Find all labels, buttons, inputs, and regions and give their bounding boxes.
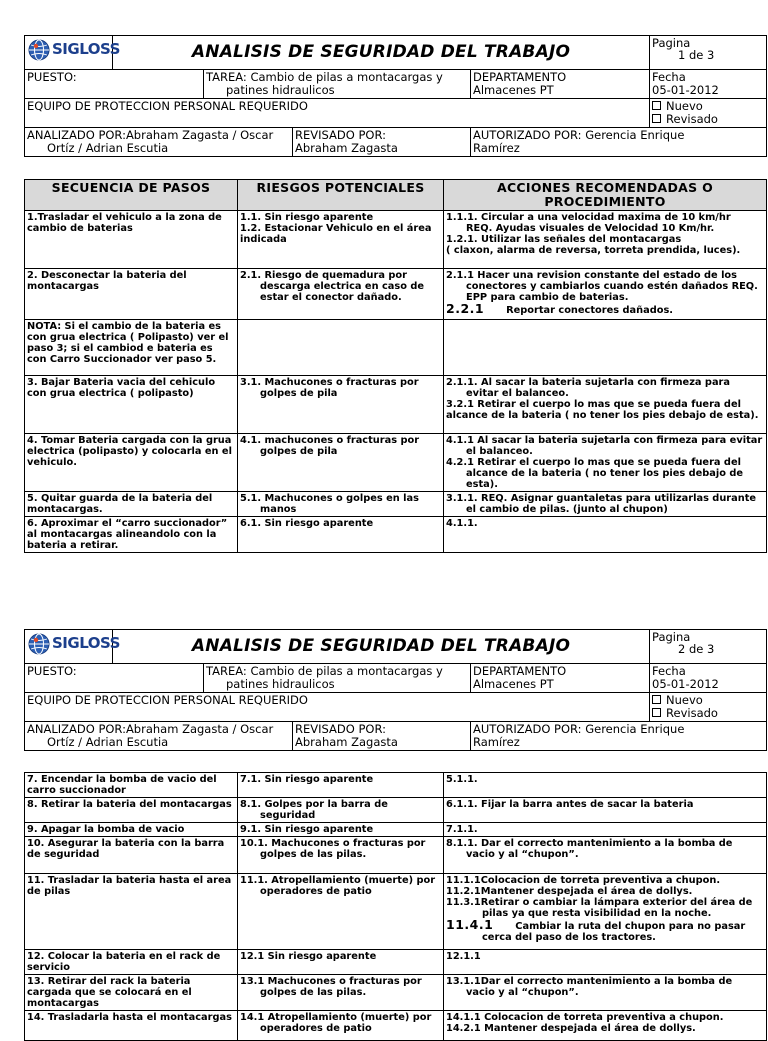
risk-cell (238, 874, 444, 950)
action-cell (444, 517, 767, 553)
risk-line: 1.2. Estacionar Vehiculo en el área indicada (240, 223, 432, 245)
tarea-cell (204, 664, 471, 693)
step-cell: 14. Trasladarla hasta el montacargas (25, 1011, 238, 1041)
page-number-cell (650, 630, 767, 664)
table-row (25, 492, 767, 517)
risk-line: 2.1. Riesgo de quemadura por descarga electrica en caso de estar el conector dañado. (240, 270, 425, 303)
risk-line: 3.1. Machucones o fracturas por golpes de pila (240, 377, 419, 399)
table-row (25, 1011, 767, 1041)
table-row (25, 773, 767, 798)
step-cell: 9. Apagar la bomba de vacio (25, 823, 238, 837)
risk-line: 5.1. Machucones o golpes en las manos (240, 493, 419, 515)
fecha-label: Fecha (652, 664, 686, 678)
revisado-por-value: Abraham Zagasta (295, 141, 398, 155)
note-cell: NOTA: Si el cambio de la bateria es con grua electrica ( Polipasto) ver el paso 3; si el cambiod e bateria es con Carro Succionador ver paso 5. (25, 320, 238, 376)
table-row (25, 320, 767, 376)
risk-cell (238, 320, 444, 376)
autorizado-line-2: Ramírez (473, 735, 520, 749)
action-cell (444, 211, 767, 269)
logo-text: SIGLOSS (52, 634, 120, 652)
company-logo (25, 36, 120, 70)
page-number-cell (650, 36, 767, 70)
table-row (25, 434, 767, 492)
epp-label: EQUIPO DE PROTECCION PERSONAL REQUERIDO (27, 99, 308, 113)
risk-line: 1.1. Sin riesgo aparente (240, 212, 374, 223)
departamento-value: Almacenes PT (473, 83, 554, 97)
table-row (25, 837, 767, 874)
table-row (25, 517, 767, 553)
action-line: 14.2.1 Mantener despejada el área de dollys. (446, 1023, 696, 1034)
checkbox-icon (652, 114, 661, 123)
revisado-por-label: REVISADO POR: (295, 128, 386, 142)
risk-cell (238, 211, 444, 269)
epp-label: EQUIPO DE PROTECCION PERSONAL REQUERIDO (27, 693, 308, 707)
checkbox-icon (652, 695, 661, 704)
risk-line: 8.1. Golpes por la barra de seguridad (240, 799, 388, 821)
risk-line: 14.1 Atropellamiento (muerte) por operadores de patio (240, 1012, 432, 1034)
analizado-cell (25, 128, 293, 157)
revisado-option[interactable] (652, 707, 764, 720)
action-line: 11.1.1Colocacion de torreta preventiva a chupon. (446, 875, 721, 886)
action-number: 2.2.1 (446, 301, 485, 316)
column-header-pasos: SECUENCIA DE PASOS (25, 180, 238, 211)
puesto-label: PUESTO: (27, 664, 77, 678)
revisado-por-cell (293, 128, 471, 157)
page-number: 2 de 3 (678, 642, 715, 656)
risk-cell (238, 975, 444, 1011)
column-header-riesgos: RIESGOS POTENCIALES (238, 180, 444, 211)
risk-cell (238, 837, 444, 874)
risk-line: 9.1. Sin riesgo aparente (240, 824, 374, 835)
step-cell: 1.Trasladar el vehiculo a la zona de cambio de baterias (25, 211, 238, 269)
analizado-line-2: Ortíz / Adrian Escutia (47, 735, 169, 749)
risk-cell (238, 1011, 444, 1041)
table-row (25, 950, 767, 975)
pagina-label: Pagina (652, 630, 691, 644)
tarea-label: TAREA: (206, 664, 247, 678)
checkbox-icon (652, 708, 661, 717)
step-cell: 12. Colocar la bateria en el rack de servicio (25, 950, 238, 975)
departamento-value: Almacenes PT (473, 677, 554, 691)
nuevo-label: Nuevo (666, 99, 703, 113)
risk-cell (238, 492, 444, 517)
action-line: 13.1.1Dar el correcto mantenimiento a la bomba de vacio y al “chupon”. (446, 976, 733, 998)
risk-cell (238, 376, 444, 434)
tarea-line-1: Cambio de pilas a montacargas y (250, 664, 443, 678)
fecha-cell (650, 70, 767, 99)
action-line: 4.1.1 Al sacar la bateria sujetarla con firmeza para evitar el balanceo. (446, 435, 763, 457)
step-cell: 6. Aproximar el “carro succionador” al montacargas alineandolo con la bateria a retirar. (25, 517, 238, 553)
fecha-cell (650, 664, 767, 693)
globe-logo-icon (28, 39, 50, 61)
tarea-line-2: patines hidraulicos (226, 677, 335, 691)
status-cell (650, 693, 767, 722)
action-cell (444, 269, 767, 320)
revisado-label: Revisado (666, 112, 718, 126)
action-cell (444, 975, 767, 1011)
action-cell: 12.1.1 (444, 950, 767, 975)
autorizado-line-1: AUTORIZADO POR: Gerencia Enrique (473, 722, 685, 736)
risk-cell (238, 823, 444, 837)
action-line: 4.1.1. (446, 518, 478, 529)
risk-line: 11.1. Atropellamiento (muerte) por operadores de patio (240, 875, 436, 897)
action-cell: 7.1.1. (444, 823, 767, 837)
autorizado-cell (471, 722, 767, 751)
table-row (25, 975, 767, 1011)
action-line: 1.1.1. Circular a una velocidad maxima de 10 km/hr (446, 212, 731, 223)
risk-cell (238, 517, 444, 553)
fecha-label: Fecha (652, 70, 686, 84)
tarea-line-1: Cambio de pilas a montacargas y (250, 70, 443, 84)
action-line: ( claxon, alarma de reversa, torreta prendida, luces). (446, 245, 741, 256)
tarea-line-2: patines hidraulicos (226, 83, 335, 97)
step-cell: 13. Retirar del rack la bateria cargada que se colocará en el montacargas (25, 975, 238, 1011)
risk-cell (238, 773, 444, 798)
puesto-cell (25, 70, 204, 99)
action-line: 8.1.1. Dar el correcto mantenimiento a la bomba de vacio y al “chupon”. (446, 838, 733, 860)
fecha-value: 05-01-2012 (652, 83, 719, 97)
risk-line: 13.1 Machucones o fracturas por golpes de las pilas. (240, 976, 422, 998)
analizado-cell (25, 722, 293, 751)
status-cell (650, 99, 767, 128)
table-row (25, 823, 767, 837)
steps-table-page-2 (24, 772, 767, 1041)
tarea-cell (204, 70, 471, 99)
step-cell: 3. Bajar Bateria vacia del cehiculo con grua electrica ( polipasto) (25, 376, 238, 434)
revisado-option[interactable] (652, 113, 764, 126)
table-row (25, 798, 767, 823)
table-row (25, 211, 767, 269)
epp-cell (25, 693, 650, 722)
risk-cell (238, 434, 444, 492)
checkbox-icon (652, 101, 661, 110)
step-cell: 4. Tomar Bateria cargada con la grua electrica (polipasto) y colocarla en el vehiculo. (25, 434, 238, 492)
action-line: 14.1.1 Colocacion de torreta preventiva a chupon. (446, 1012, 724, 1023)
action-number: 11.4.1 (446, 917, 494, 932)
globe-logo-icon (28, 633, 50, 655)
action-line: 4.2.1 Retirar el cuerpo lo mas que se pueda fuera del alcance de la bateria ( no tener los pies debajo de esta). (446, 457, 744, 490)
logo-text: SIGLOSS (52, 40, 120, 58)
risk-line: 10.1. Machucones o fracturas por golpes de las pilas. (240, 838, 426, 860)
departamento-cell (471, 70, 650, 99)
action-text: Cambiar la ruta del chupon para no pasar cerca del paso de los tractores. (482, 921, 746, 943)
steps-table-page-1 (24, 179, 767, 553)
action-cell (444, 376, 767, 434)
revisado-por-cell (293, 722, 471, 751)
step-cell: 10. Asegurar la bateria con la barra de seguridad (25, 837, 238, 874)
autorizado-line-1: AUTORIZADO POR: Gerencia Enrique (473, 128, 685, 142)
autorizado-line-2: Ramírez (473, 141, 520, 155)
document-title: ANALISIS DE SEGURIDAD DEL TRABAJO (113, 36, 650, 70)
action-cell (444, 492, 767, 517)
analizado-line-1: ANALIZADO POR:Abraham Zagasta / Oscar (27, 128, 274, 142)
risk-line: 6.1. Sin riesgo aparente (240, 518, 374, 529)
epp-cell (25, 99, 650, 128)
action-cell: 5.1.1. (444, 773, 767, 798)
risk-line: 4.1. machucones o fracturas por golpes de pila (240, 435, 420, 457)
puesto-cell (25, 664, 204, 693)
autorizado-cell (471, 128, 767, 157)
action-cell (444, 1011, 767, 1041)
tarea-label: TAREA: (206, 70, 247, 84)
document-title: ANALISIS DE SEGURIDAD DEL TRABAJO (113, 630, 650, 664)
risk-cell (238, 269, 444, 320)
action-line: 3.2.1 Retirar el cuerpo lo mas que se pueda fuera del alcance de la bateria ( no tener los pies debajo de esta). (446, 399, 759, 421)
table-row (25, 376, 767, 434)
action-line-numbered (446, 303, 764, 316)
table-row (25, 269, 767, 320)
departamento-label: DEPARTAMENTO (473, 70, 567, 84)
action-text: Reportar conectores dañados. (506, 305, 673, 316)
action-cell (444, 434, 767, 492)
action-line: 11.3.1Retirar o cambiar la lámpara exterior del área de pilas ya que resta visibilidad en la noche. (446, 897, 753, 919)
header-table-page-2 (24, 629, 767, 751)
action-line: 3.1.1. REQ. Asignar guantaletas para utilizarlas durante el cambio de pilas. (junto al chupon) (446, 493, 757, 515)
puesto-label: PUESTO: (27, 70, 77, 84)
action-line: 2.1.1. Al sacar la bateria sujetarla con firmeza para evitar el balanceo. (446, 377, 730, 399)
pagina-label: Pagina (652, 36, 691, 50)
action-line-numbered (446, 919, 764, 943)
step-cell: 2. Desconectar la bateria del montacargas (25, 269, 238, 320)
departamento-cell (471, 664, 650, 693)
analizado-line-2: Ortíz / Adrian Escutia (47, 141, 169, 155)
action-cell (444, 874, 767, 950)
column-header-acciones: ACCIONES RECOMENDADAS O PROCEDIMIENTO (444, 180, 767, 211)
action-line: 11.2.1Mantener despejada el área de dollys. (446, 886, 693, 897)
action-line: 1.2.1. Utilizar las señales del montacargas (446, 234, 682, 245)
step-cell: 8. Retirar la bateria del montacargas (25, 798, 238, 823)
action-cell: 6.1.1. Fijar la barra antes de sacar la bateria (444, 798, 767, 823)
risk-cell (238, 798, 444, 823)
risk-line: 7.1. Sin riesgo aparente (240, 774, 374, 785)
header-table-page-1 (24, 35, 767, 157)
analizado-line-1: ANALIZADO POR:Abraham Zagasta / Oscar (27, 722, 274, 736)
step-cell: 5. Quitar guarda de la bateria del montacargas. (25, 492, 238, 517)
revisado-label: Revisado (666, 706, 718, 720)
action-cell (444, 320, 767, 376)
revisado-por-label: REVISADO POR: (295, 722, 386, 736)
fecha-value: 05-01-2012 (652, 677, 719, 691)
page-number: 1 de 3 (678, 48, 715, 62)
action-cell (444, 837, 767, 874)
table-row (25, 874, 767, 950)
departamento-label: DEPARTAMENTO (473, 664, 567, 678)
company-logo (25, 630, 120, 664)
step-cell: 7. Encendar la bomba de vacio del carro succionador (25, 773, 238, 798)
step-cell: 11. Trasladar la bateria hasta el area de pilas (25, 874, 238, 950)
action-line: REQ. Ayudas visuales de Velocidad 10 Km/hr. (466, 223, 715, 234)
risk-cell: 12.1 Sin riesgo aparente (238, 950, 444, 975)
nuevo-label: Nuevo (666, 693, 703, 707)
action-line: 2.1.1 Hacer una revision constante del estado de los conectores y cambiarlos cuando estén dañados REQ. EPP para cambio de baterias. (446, 270, 758, 303)
revisado-por-value: Abraham Zagasta (295, 735, 398, 749)
